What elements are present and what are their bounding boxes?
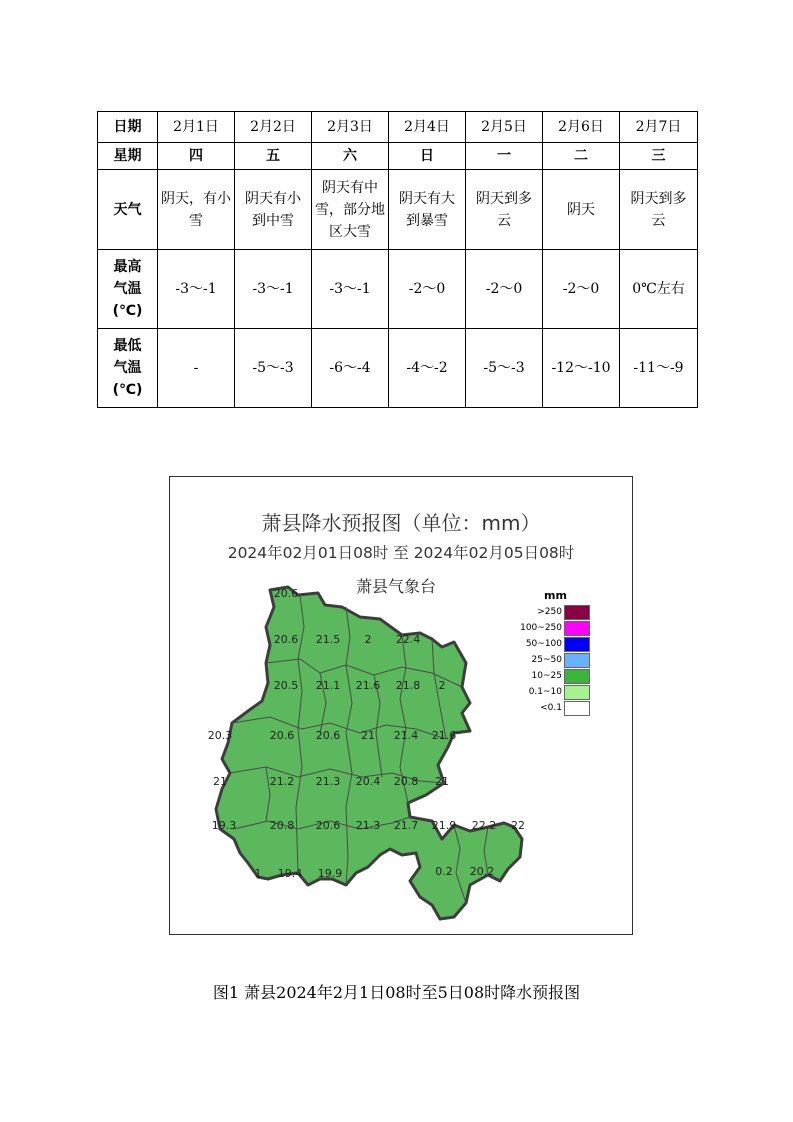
row-header: 天气 (98, 170, 158, 250)
precipitation-value: 21.3 (355, 819, 381, 832)
precipitation-value: 19.3 (211, 819, 237, 832)
legend-item (492, 653, 592, 669)
figure-caption: 图1 萧县2024年2月1日08时至5日08时降水预报图 (212, 983, 581, 1002)
table-cell: -12～-10 (543, 329, 620, 408)
precipitation-value: 2 (438, 679, 446, 692)
precipitation-value: 19.4 (277, 867, 303, 880)
table-cell: 阴天，有小 雪 (158, 170, 235, 250)
precipitation-value: 21.5 (315, 633, 341, 646)
table-cell: -2～0 (543, 250, 620, 329)
legend-swatch (564, 621, 590, 636)
legend-label: 10~25 (531, 671, 562, 681)
table-cell: -2～0 (389, 250, 466, 329)
table-cell: 2月3日 (312, 112, 389, 143)
precipitation-value: 0.2 (435, 865, 453, 878)
precipitation-value: 22.2 (471, 819, 497, 832)
date-row (98, 112, 698, 143)
table-cell: 2月4日 (389, 112, 466, 143)
legend-swatch (564, 605, 590, 620)
table-cell: -5～-3 (235, 329, 312, 408)
legend-unit: mm (544, 589, 567, 602)
table-cell: 日 (389, 143, 466, 170)
precipitation-value: 20.8 (393, 775, 419, 788)
forecast-table (97, 111, 698, 408)
precipitation-map-figure (169, 476, 633, 935)
table-cell: -3～-1 (158, 250, 235, 329)
precipitation-value: 20.6 (273, 633, 299, 646)
precipitation-value: 21 (435, 775, 449, 788)
precipitation-value: 20.4 (355, 775, 381, 788)
precipitation-value: 20.6 (269, 729, 295, 742)
table-cell: 2月2日 (235, 112, 312, 143)
precipitation-value: 20.2 (469, 865, 495, 878)
table-cell: 阴天有中 雪，部分地 区大雪 (312, 170, 389, 250)
legend-item (492, 685, 592, 701)
legend-item (492, 637, 592, 653)
table-cell: 2月1日 (158, 112, 235, 143)
precipitation-value: 21.9 (431, 819, 457, 832)
precipitation-value: 20.6 (315, 819, 341, 832)
map-issuer: 萧县气象台 (356, 577, 437, 596)
row-header: 最低 气温 (℃) (98, 329, 158, 408)
legend-item (492, 605, 592, 621)
table-cell: -6～-4 (312, 329, 389, 408)
legend-swatch (564, 701, 590, 716)
precipitation-value: 2 (364, 633, 372, 646)
table-cell: 四 (158, 143, 235, 170)
table-cell: 五 (235, 143, 312, 170)
table-cell: -5～-3 (466, 329, 543, 408)
precipitation-value: 21.2 (269, 775, 295, 788)
legend-label: 100~250 (520, 623, 562, 633)
table-cell: 2月5日 (466, 112, 543, 143)
table-cell: -4～-2 (389, 329, 466, 408)
weekday-row (98, 143, 698, 170)
legend-label: 25~50 (531, 655, 562, 665)
legend-label: <0.1 (540, 703, 562, 713)
table-cell: -2～0 (466, 250, 543, 329)
precipitation-value: 22 (511, 819, 525, 832)
precipitation-value: 22.4 (395, 633, 421, 646)
table-cell: -3～-1 (235, 250, 312, 329)
table-cell: 阴天到多 云 (620, 170, 698, 250)
precipitation-value: 21.3 (315, 775, 341, 788)
table-cell: -11～-9 (620, 329, 698, 408)
legend-swatch (564, 685, 590, 700)
precipitation-value: 20.8 (269, 819, 295, 832)
row-header: 星期 (98, 143, 158, 170)
high-temp-row (98, 250, 698, 329)
legend-item (492, 701, 592, 717)
table-cell: 阴天到多 云 (466, 170, 543, 250)
map-title: 萧县降水预报图（单位：mm） (261, 511, 541, 535)
precipitation-value: 20.5 (273, 679, 299, 692)
precipitation-value: 21.1 (315, 679, 341, 692)
precipitation-value: 21.6 (431, 729, 457, 742)
table-cell: 二 (543, 143, 620, 170)
legend-swatch (564, 653, 590, 668)
precipitation-value: 21 (361, 729, 375, 742)
table-cell: 2月6日 (543, 112, 620, 143)
map-subtitle: 2024年02月01日08时 至 2024年02月05日08时 (227, 544, 575, 562)
table-cell: 0℃左右 (620, 250, 698, 329)
precipitation-value: 21.6 (355, 679, 381, 692)
weather-row (98, 170, 698, 250)
low-temp-row (98, 329, 698, 408)
precipitation-value: 21.4 (393, 729, 419, 742)
precipitation-value: 19.9 (317, 867, 343, 880)
precipitation-value: 20.6 (273, 587, 299, 600)
precipitation-value: 1 (254, 867, 262, 880)
table-cell: 六 (312, 143, 389, 170)
legend-item (492, 621, 592, 637)
precipitation-value: 21 (213, 775, 227, 788)
table-cell: 2月7日 (620, 112, 698, 143)
table-cell: - (158, 329, 235, 408)
legend-swatch (564, 637, 590, 652)
table-cell: 阴天有大 到暴雪 (389, 170, 466, 250)
row-header: 日期 (98, 112, 158, 143)
precipitation-value: 21.8 (395, 679, 421, 692)
precipitation-value: 21.7 (393, 819, 419, 832)
precipitation-value: 20.3 (207, 729, 233, 742)
legend-item (492, 669, 592, 685)
table-cell: 一 (466, 143, 543, 170)
row-header: 最高 气温 (℃) (98, 250, 158, 329)
table-cell: 阴天有小 到中雪 (235, 170, 312, 250)
table-cell: -3～-1 (312, 250, 389, 329)
legend-label: 50~100 (525, 639, 562, 649)
precipitation-value: 20.6 (315, 729, 341, 742)
table-cell: 阴天 (543, 170, 620, 250)
table-cell: 三 (620, 143, 698, 170)
legend-label: >250 (537, 607, 562, 617)
legend-label: 0.1~10 (528, 687, 562, 697)
legend-swatch (564, 669, 590, 684)
